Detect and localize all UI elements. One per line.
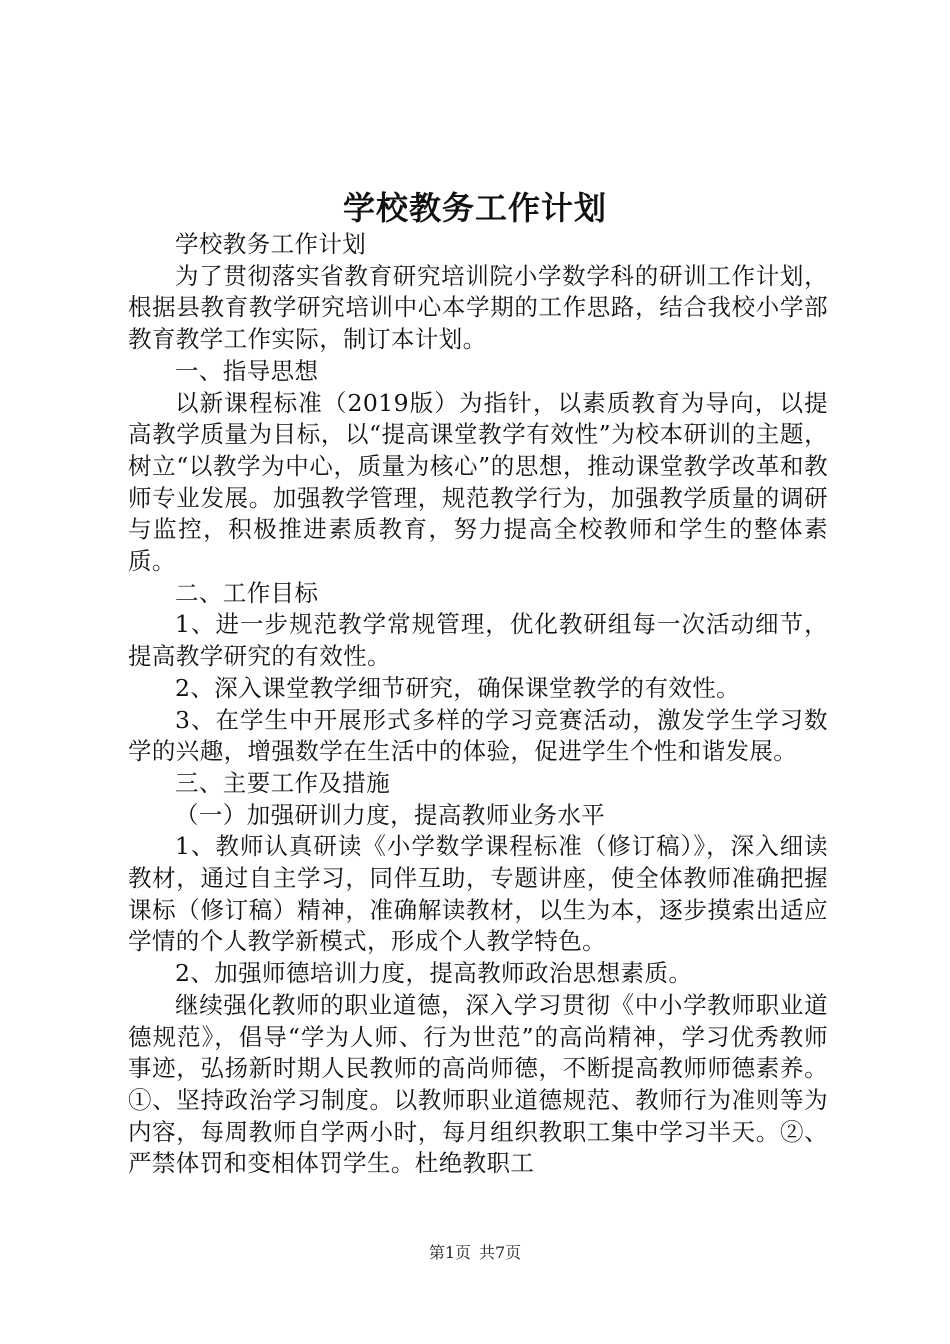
- page-total: 共7页: [479, 1243, 522, 1262]
- section-heading: 二、工作目标: [175, 578, 319, 607]
- document-body: [128, 229, 828, 1180]
- document-title: 学校教务工作计划: [342, 189, 607, 227]
- section-heading: 一、指导思想: [175, 356, 319, 385]
- paragraph: 2、深入课堂教学细节研究，确保课堂教学的有效性。: [175, 673, 741, 702]
- paragraph: 继续强化教师的职业道德，深入学习贯彻《中小学教师职业道德规范》，倡导“学为人师、行为世范”的高尚精神，学习优秀教师事迹，弘扬新时期人民教师的高尚师德，不断提高教师师德素养。①、坚持政治学习制度。以教师职业道德规范、教师行为准则等为内容，每周教师自学两小时，每月组织教职工集中学习半天。②、严禁体罚和变相体罚学生。杜绝教职工: [128, 990, 828, 1178]
- page-footer: [0, 1242, 950, 1264]
- paragraph: 1、进一步规范教学常规管理，优化教研组每一次活动细节，提高教学研究的有效性。: [128, 610, 828, 671]
- subsection-heading: （一）加强研训力度，提高教师业务水平: [175, 800, 606, 829]
- paragraph: 为了贯彻落实省教育研究培训院小学数学科的研训工作计划，根据县教育教学研究培训中心本学期的工作思路，结合我校小学部教育教学工作实际，制订本计划。: [128, 261, 828, 354]
- paragraph: 3、在学生中开展形式多样的学习竞赛活动，激发学生学习数学的兴趣，增强数学在生活中的体验，促进学生个性和谐发展。: [128, 705, 828, 766]
- paragraph: 学校教务工作计划: [175, 230, 367, 258]
- section-heading: 三、主要工作及措施: [175, 768, 391, 797]
- paragraph: 1、教师认真研读《小学数学课程标准（修订稿）》，深入细读教材，通过自主学习，同伴互助，专题讲座，使全体教师准确把握课标（修订稿）精神，准确解读教材，以生为本，逐步摸索出适应学情的个人教学新模式，形成个人教学特色。: [128, 832, 828, 956]
- paragraph: 2、加强师德培训力度，提高教师政治思想素质。: [175, 959, 693, 988]
- page-number: 第1页: [428, 1243, 471, 1262]
- paragraph: 以新课程标准（2019版）为指针，以素质教育为导向，以提高教学质量为目标，以“提高课堂教学有效性”为校本研训的主题，树立“以教学为中心，质量为核心”的思想，推动课堂教学改革和教师专业发展。加强教学管理，规范教学行为，加强教学质量的调研与监控，积极推进素质教育，努力提高全校教师和学生的整体素质。: [128, 388, 828, 576]
